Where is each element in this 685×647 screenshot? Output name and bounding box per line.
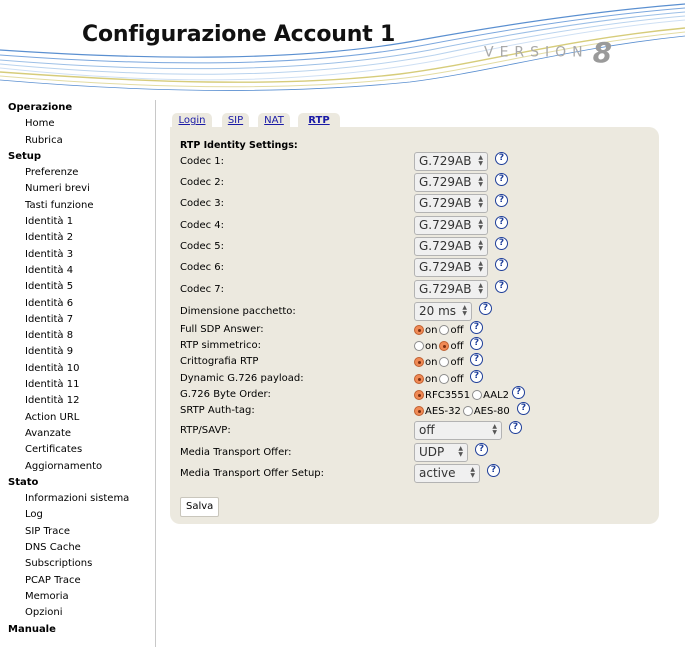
help-icon[interactable]: ? (495, 280, 508, 293)
sidebar-section-heading: Setup (8, 150, 42, 162)
sidebar-item[interactable]: Certificates (25, 444, 83, 456)
version-number: 8 (592, 36, 613, 69)
codec-5-select[interactable] (414, 237, 488, 256)
help-icon[interactable]: ? (470, 353, 483, 366)
help-icon[interactable]: ? (475, 443, 488, 456)
sidebar-item[interactable]: Identità 8 (25, 330, 74, 342)
dynamic-g726-label: Dynamic G.726 payload: (180, 373, 304, 384)
rtp-encryption-on-radio[interactable] (414, 357, 424, 367)
sidebar-section-heading: Manuale (8, 623, 56, 635)
media-transport-offer-select[interactable] (414, 443, 468, 462)
sidebar-item[interactable]: Subscriptions (25, 558, 93, 570)
radio-option-label: AES-80 (473, 405, 510, 417)
spin-arrows-icon: ▲ ▼ (478, 154, 483, 167)
dynamic-g726-on-radio[interactable] (414, 374, 424, 384)
full-sdp-answer-options (414, 323, 465, 337)
full-sdp-answer-off-radio[interactable] (439, 325, 449, 335)
sidebar-item[interactable]: SIP Trace (25, 525, 71, 537)
tab-sip[interactable]: SIP (222, 113, 249, 129)
g726-byte-order-label: G.726 Byte Order: (180, 389, 271, 400)
byte-order-aal2-radio[interactable] (472, 390, 482, 400)
sidebar-section-heading: Stato (8, 476, 39, 488)
codec-4-value: G.729AB (419, 218, 472, 232)
rtp-encryption-options (414, 355, 465, 369)
version-logo (484, 36, 612, 69)
sidebar-item[interactable]: Identità 3 (25, 248, 74, 260)
rtp-savp-value: off (419, 423, 435, 437)
media-transport-offer-value: UDP (419, 445, 445, 459)
codec-1-value: G.729AB (419, 154, 472, 168)
radio-option-label: off (450, 356, 464, 368)
rtp-encryption-label: Crittografia RTP (180, 356, 259, 367)
help-icon[interactable]: ? (495, 216, 508, 229)
help-icon[interactable]: ? (495, 194, 508, 207)
spin-arrows-icon: ▲ ▼ (462, 304, 467, 317)
codec-2-label: Codec 2: (180, 177, 225, 188)
help-icon[interactable]: ? (495, 237, 508, 250)
radio-option-label: on (425, 356, 438, 368)
packet-size-select[interactable] (414, 302, 472, 321)
sidebar-item[interactable]: Identità 12 (25, 395, 80, 407)
rtp-symmetric-label: RTP simmetrico: (180, 340, 261, 351)
spin-arrows-icon: ▲ ▼ (478, 218, 483, 231)
sidebar-item[interactable]: Identità 1 (25, 216, 74, 228)
codec-3-select[interactable] (414, 194, 488, 213)
media-transport-offer-setup-value: active (419, 466, 456, 480)
radio-option-label: on (425, 340, 438, 352)
spin-arrows-icon: ▲ ▼ (478, 239, 483, 252)
media-transport-offer-setup-label: Media Transport Offer Setup: (180, 468, 324, 479)
spin-arrows-icon: ▲ ▼ (458, 445, 463, 458)
spin-arrows-icon: ▲ ▼ (478, 196, 483, 209)
spin-arrows-icon: ▲ ▼ (470, 466, 475, 479)
help-icon[interactable]: ? (479, 302, 492, 315)
codec-5-label: Codec 5: (180, 241, 225, 252)
help-icon[interactable]: ? (470, 337, 483, 350)
tab-nat[interactable]: NAT (258, 113, 290, 129)
g726-byte-order-options (414, 388, 511, 402)
byte-order-rfc3551-radio[interactable] (414, 390, 424, 400)
codec-7-select[interactable] (414, 280, 488, 299)
sidebar-item[interactable]: Log (25, 509, 43, 521)
radio-option-label: on (425, 324, 438, 336)
sidebar-item[interactable]: Preferenze (25, 167, 79, 179)
spin-arrows-icon: ▲ ▼ (478, 282, 483, 295)
rtp-encryption-off-radio[interactable] (439, 357, 449, 367)
packet-size-value: 20 ms (419, 304, 457, 318)
sidebar-item[interactable]: Identità 5 (25, 281, 74, 293)
sidebar-item[interactable]: Action URL (25, 411, 80, 423)
rtp-symmetric-off-radio[interactable] (439, 341, 449, 351)
sidebar-list (0, 100, 155, 638)
radio-option-label: off (450, 340, 464, 352)
help-icon[interactable]: ? (495, 258, 508, 271)
sidebar-item[interactable]: Identità 4 (25, 264, 74, 276)
sidebar-item[interactable]: Rubrica (25, 134, 63, 146)
sidebar-item[interactable]: DNS Cache (25, 542, 81, 554)
codec-4-select[interactable] (414, 216, 488, 235)
rtp-settings-panel (170, 127, 659, 524)
sidebar-item[interactable]: Identità 6 (25, 297, 74, 309)
sidebar-item[interactable]: Informazioni sistema (25, 493, 130, 505)
media-transport-offer-setup-select[interactable] (414, 464, 480, 483)
full-sdp-answer-on-radio[interactable] (414, 325, 424, 335)
help-icon[interactable]: ? (495, 173, 508, 186)
help-icon[interactable]: ? (487, 464, 500, 477)
sidebar-item[interactable]: Tasti funzione (25, 199, 94, 211)
radio-option-label: on (425, 373, 438, 385)
codec-6-label: Codec 6: (180, 262, 225, 273)
page-title: Configurazione Account 1 (82, 22, 396, 47)
help-icon[interactable]: ? (509, 421, 522, 434)
srtp-auth-tag-label: SRTP Auth-tag: (180, 405, 255, 416)
sidebar-item[interactable]: Aggiornamento (25, 460, 103, 472)
sidebar-item[interactable]: Numeri brevi (25, 183, 90, 195)
radio-option-label: off (450, 373, 464, 385)
sidebar-item[interactable]: Home (25, 118, 55, 130)
version-text: VERSION (484, 44, 589, 61)
dynamic-g726-off-radio[interactable] (439, 374, 449, 384)
sidebar-item[interactable]: Identità 2 (25, 232, 74, 244)
sidebar-item[interactable]: Avanzate (25, 427, 72, 439)
help-icon[interactable]: ? (517, 402, 530, 415)
sidebar-item[interactable]: Identità 10 (25, 362, 80, 374)
packet-size-label: Dimensione pacchetto: (180, 306, 296, 317)
radio-option-label: RFC3551 (425, 389, 471, 401)
full-sdp-answer-label: Full SDP Answer: (180, 324, 264, 335)
srtp-aes32-radio[interactable] (414, 406, 424, 416)
sidebar-item[interactable]: Memoria (25, 590, 69, 602)
codec-3-value: G.729AB (419, 196, 472, 210)
radio-option-label: AAL2 (483, 389, 510, 401)
codec-7-value: G.729AB (419, 282, 472, 296)
sidebar-item[interactable]: Identità 7 (25, 313, 74, 325)
rtp-savp-select[interactable] (414, 421, 502, 440)
codec-3-label: Codec 3: (180, 198, 225, 209)
spin-arrows-icon: ▲ ▼ (478, 175, 483, 188)
codec-5-value: G.729AB (419, 239, 472, 253)
spin-arrows-icon: ▲ ▼ (492, 423, 497, 436)
media-transport-offer-label: Media Transport Offer: (180, 447, 292, 458)
codec-1-label: Codec 1: (180, 156, 225, 167)
page-header (0, 0, 685, 100)
dynamic-g726-options (414, 372, 465, 386)
rtp-symmetric-on-radio[interactable] (414, 341, 424, 351)
codec-7-label: Codec 7: (180, 284, 225, 295)
codec-6-select[interactable] (414, 258, 488, 277)
panel-title: RTP Identity Settings: (180, 140, 298, 151)
sidebar-section-heading: Operazione (8, 102, 73, 113)
sidebar-item[interactable]: Identità 11 (25, 379, 80, 391)
rtp-savp-label: RTP/SAVP: (180, 425, 231, 436)
spin-arrows-icon: ▲ ▼ (478, 260, 483, 273)
sidebar-item[interactable]: Identità 9 (25, 346, 74, 358)
codec-2-value: G.729AB (419, 175, 472, 189)
tab-login[interactable]: Login (172, 113, 212, 129)
codec-4-label: Codec 4: (180, 220, 225, 231)
help-icon[interactable]: ? (512, 386, 525, 399)
sidebar-nav (0, 100, 156, 647)
sidebar-item[interactable]: PCAP Trace (25, 574, 81, 586)
tab-rtp[interactable]: RTP (298, 113, 340, 133)
help-icon[interactable]: ? (495, 152, 508, 165)
codec-6-value: G.729AB (419, 260, 472, 274)
save-button[interactable]: Salva (180, 497, 219, 517)
rtp-symmetric-options (414, 339, 465, 353)
codec-1-select[interactable] (414, 152, 488, 171)
radio-option-label: AES-32 (425, 405, 461, 417)
help-icon[interactable]: ? (470, 321, 483, 334)
codec-2-select[interactable] (414, 173, 488, 192)
srtp-aes80-radio[interactable] (463, 406, 473, 416)
help-icon[interactable]: ? (470, 370, 483, 383)
srtp-auth-tag-options (414, 404, 512, 418)
radio-option-label: off (450, 324, 464, 336)
sidebar-item[interactable]: Opzioni (25, 607, 63, 619)
